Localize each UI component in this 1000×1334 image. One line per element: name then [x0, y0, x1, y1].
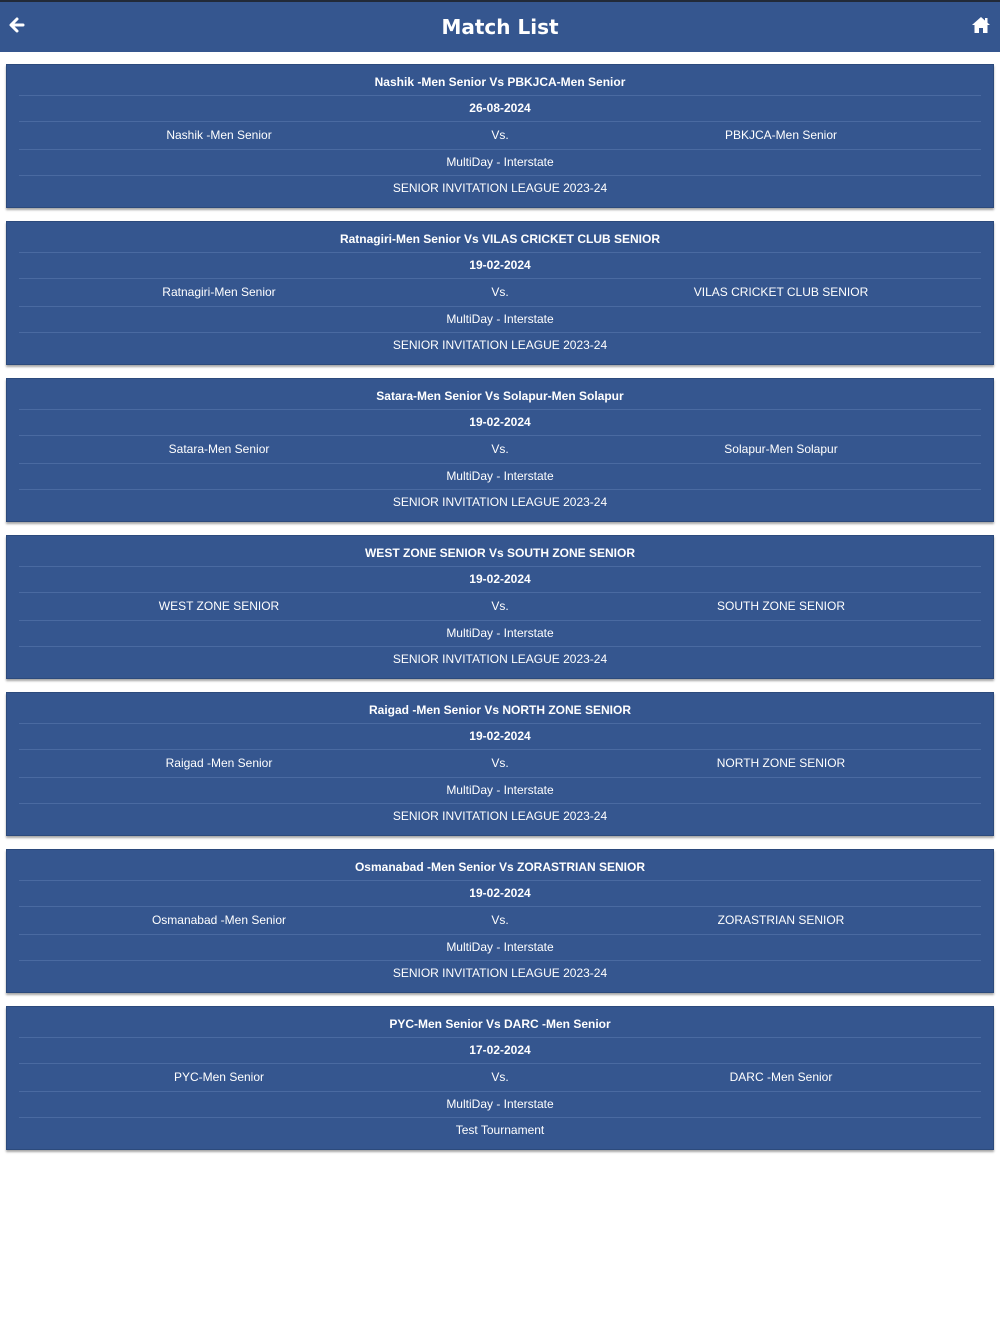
tournament-name: SENIOR INVITATION LEAGUE 2023-24 — [19, 489, 981, 515]
match-card[interactable] — [6, 535, 994, 679]
vs-label: Vs. — [491, 285, 509, 299]
team-one-name: Ratnagiri-Men Senior — [162, 285, 276, 299]
match-title: Ratnagiri-Men Senior Vs VILAS CRICKET CLUB SENIOR — [339, 232, 661, 246]
match-date: 19-02-2024 — [19, 252, 981, 278]
match-title: Nashik -Men Senior Vs PBKJCA-Men Senior — [374, 75, 626, 89]
team-one-name: Raigad -Men Senior — [165, 756, 273, 770]
teams-row — [19, 278, 981, 306]
match-format: MultiDay - Interstate — [19, 149, 981, 175]
app-header — [0, 0, 1000, 52]
team-one-name: Satara-Men Senior — [168, 442, 270, 456]
match-format: MultiDay - Interstate — [19, 306, 981, 332]
match-card[interactable] — [6, 849, 994, 993]
vs-label: Vs. — [491, 1070, 509, 1084]
tournament-name: SENIOR INVITATION LEAGUE 2023-24 — [19, 332, 981, 358]
match-date: 19-02-2024 — [19, 566, 981, 592]
tournament-name: SENIOR INVITATION LEAGUE 2023-24 — [19, 803, 981, 829]
match-format: MultiDay - Interstate — [19, 934, 981, 960]
teams-row — [19, 592, 981, 620]
match-title: WEST ZONE SENIOR Vs SOUTH ZONE SENIOR — [364, 546, 636, 560]
page-title: Match List — [441, 15, 559, 39]
team-one-name: Nashik -Men Senior — [166, 128, 272, 142]
match-card[interactable] — [6, 64, 994, 208]
tournament-name: SENIOR INVITATION LEAGUE 2023-24 — [19, 960, 981, 986]
teams-row — [19, 121, 981, 149]
vs-label: Vs. — [491, 442, 509, 456]
tournament-name: SENIOR INVITATION LEAGUE 2023-24 — [19, 175, 981, 201]
team-two-name: DARC -Men Senior — [729, 1070, 833, 1084]
match-title: PYC-Men Senior Vs DARC -Men Senior — [389, 1017, 611, 1031]
match-card[interactable] — [6, 1006, 994, 1150]
match-card[interactable] — [6, 378, 994, 522]
match-card[interactable] — [6, 692, 994, 836]
match-date: 26-08-2024 — [19, 95, 981, 121]
team-two-name: SOUTH ZONE SENIOR — [716, 599, 845, 613]
teams-row — [19, 435, 981, 463]
match-date: 19-02-2024 — [19, 409, 981, 435]
teams-row — [19, 1063, 981, 1091]
vs-label: Vs. — [491, 913, 509, 927]
match-card[interactable] — [6, 221, 994, 365]
match-date: 19-02-2024 — [19, 723, 981, 749]
match-date: 17-02-2024 — [19, 1037, 981, 1063]
match-title: Raigad -Men Senior Vs NORTH ZONE SENIOR — [368, 703, 632, 717]
match-title: Satara-Men Senior Vs Solapur-Men Solapur — [376, 389, 624, 403]
tournament-name: Test Tournament — [19, 1117, 981, 1143]
match-date: 19-02-2024 — [19, 880, 981, 906]
team-one-name: WEST ZONE SENIOR — [158, 599, 280, 613]
match-format: MultiDay - Interstate — [19, 620, 981, 646]
teams-row — [19, 749, 981, 777]
home-icon[interactable] — [971, 15, 991, 35]
team-two-name: NORTH ZONE SENIOR — [716, 756, 846, 770]
teams-row — [19, 906, 981, 934]
team-one-name: PYC-Men Senior — [173, 1070, 265, 1084]
team-two-name: Solapur-Men Solapur — [724, 442, 838, 456]
match-format: MultiDay - Interstate — [19, 1091, 981, 1117]
vs-label: Vs. — [491, 599, 509, 613]
team-two-name: PBKJCA-Men Senior — [724, 128, 838, 142]
match-format: MultiDay - Interstate — [19, 777, 981, 803]
match-title: Osmanabad -Men Senior Vs ZORASTRIAN SENIOR — [354, 860, 646, 874]
vs-label: Vs. — [491, 128, 509, 142]
match-format: MultiDay - Interstate — [19, 463, 981, 489]
vs-label: Vs. — [491, 756, 509, 770]
tournament-name: SENIOR INVITATION LEAGUE 2023-24 — [19, 646, 981, 672]
team-two-name: VILAS CRICKET CLUB SENIOR — [693, 285, 869, 299]
team-two-name: ZORASTRIAN SENIOR — [717, 913, 845, 927]
team-one-name: Osmanabad -Men Senior — [151, 913, 287, 927]
